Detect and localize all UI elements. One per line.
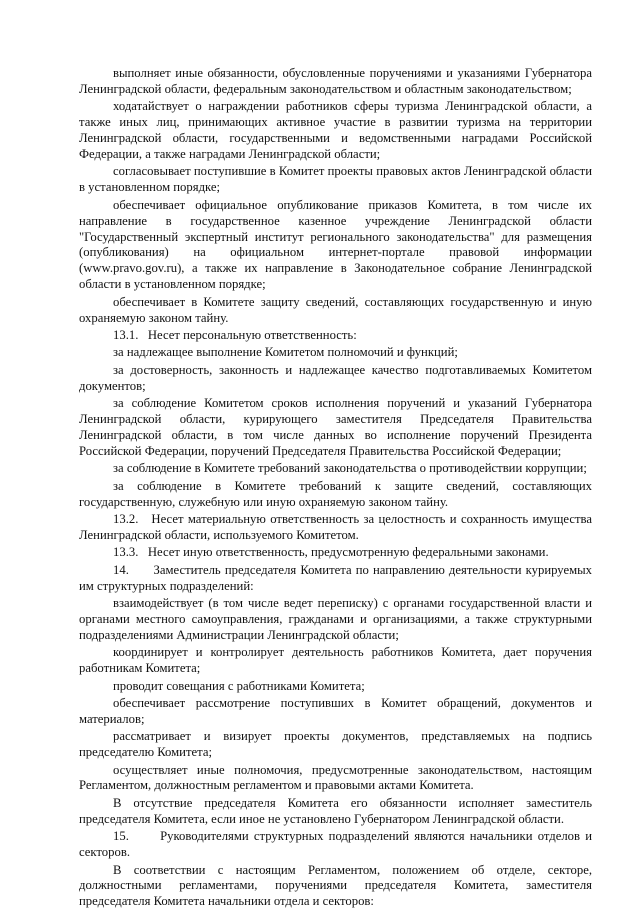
paragraph-10: за соблюдение в Комитете требований законодательства о противодействии коррупции; [113,461,587,476]
section-13-2: 13.2. Несет материальную ответственность за целостность и сохранность имущества Ленинградской области, используемого Комитетом. [79,511,592,542]
paragraph-9: за соблюдение Комитетом сроков исполнения поручений и указаний Губернатора Ленинградской области, курирующего заместителя Председателя Правительства Ленинградской области, в том числе данных во исполнение поручений Президента Российской Федерации, поручений Председателя Правительства Российской Федерации; [79,396,592,458]
paragraph-18: обеспечивает рассмотрение поступивших в Комитет обращений, документов и материалов; [79,695,592,726]
document-page [79,66,592,912]
paragraph-4: обеспечивает официальное опубликование приказов Комитета, в том числе их направление в государственное казенное учреждение Ленинградской области "Государственный экспертный институт регионального законодательства" для размещения (опубликования) на официальном интернет-портале правовой информации (www.pravo.gov.ru), а также их направление в Законодательное собрание Ленинградской области в установленном порядке; [79,197,592,292]
paragraph-15: взаимодействует (в том числе ведет переписку) с органами государственной власти и органами местного самоуправления, гражданами и организациями, а также структурными подразделениями Администрации Ленинградской области; [79,596,592,642]
paragraph-17: проводит совещания с работниками Комитета; [113,678,365,693]
section-15: 15. Руководителями структурных подразделений являются начальники отделов и секторов. [79,829,592,860]
paragraph-21: В отсутствие председателя Комитета его обязанности исполняет заместитель председателя Комитета, если иное не установлено Губернатором Ленинградской области. [79,795,592,826]
section-13-3: 13.3. Несет иную ответственность, предусмотренную федеральными законами. [113,545,549,560]
paragraph-11: за соблюдение в Комитете требований к защите сведений, составляющих государственную, служебную или иную охраняемую законом тайну. [79,478,592,509]
paragraph-23: В соответствии с настоящим Регламентом, положением об отделе, секторе, должностными регламентами, поручениями председателя Комитета, заместителя председателя Комитета начальники отдела и секторов: [79,862,592,909]
paragraph-8: за достоверность, законность и надлежащее качество подготавливаемых Комитетом документов; [79,362,592,393]
paragraph-19: рассматривает и визирует проекты документов, представляемых на подпись председателю Комитета; [79,729,592,760]
section-13-1-heading: 13.1. Несет персональную ответственность: [113,328,357,342]
paragraph-20: осуществляет иные полномочия, предусмотренные законодательством, настоящим Регламентом, должностным регламентом и правовыми актами Комитета. [79,762,592,793]
paragraph-3: согласовывает поступившие в Комитет проекты правовых актов Ленинградской области в установленном порядке; [79,164,592,195]
paragraph-1: выполняет иные обязанности, обусловленные поручениями и указаниями Губернатора Ленинградской области, федеральным законодательством и областным законодательством; [79,66,592,96]
paragraph-5: обеспечивает в Комитете защиту сведений, составляющих государственную и иную охраняемую законом тайну. [79,294,592,325]
paragraph-2: ходатайствует о награждении работников сферы туризма Ленинградской области, а также иных лиц, принимающих активное участие в развитии туризма на территории Ленинградской области, государственными и ведомственными наградами Российской Федерации, а также наградами Ленинградской области; [79,99,592,162]
paragraph-16: координирует и контролирует деятельность работников Комитета, дает поручения работникам Комитета; [79,645,592,676]
section-14-heading: 14. Заместитель председателя Комитета по направлению деятельности курируемых им структурных подразделений: [79,562,592,593]
paragraph-7: за надлежащее выполнение Комитетом полномочий и функций; [113,345,458,360]
